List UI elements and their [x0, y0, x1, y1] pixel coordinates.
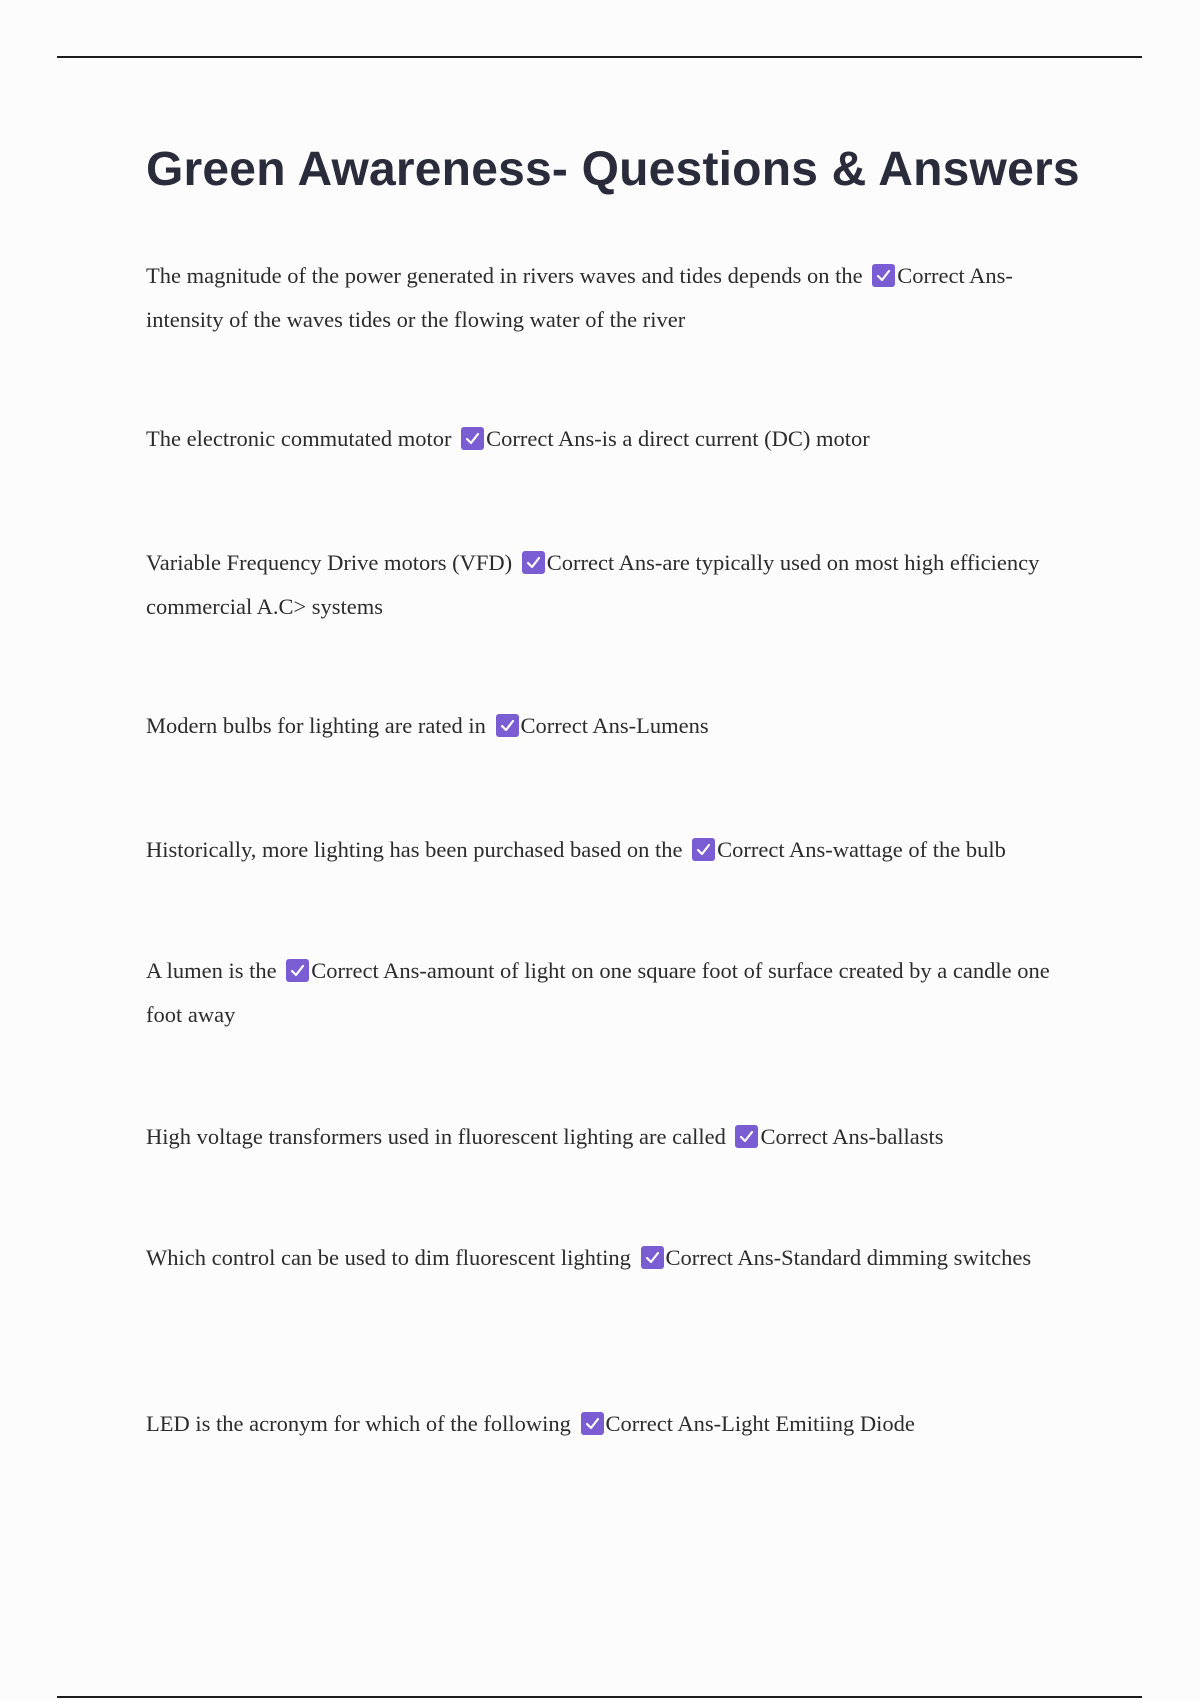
qa-item-6 — [146, 949, 1086, 1037]
answer-text: amount of light on one square foot of surface created by a candle one foot away — [146, 958, 1050, 1027]
question-text: Modern bulbs for lighting are rated in — [146, 713, 486, 738]
checkbox-checked-icon — [641, 1246, 664, 1269]
question-text: A lumen is the — [146, 958, 277, 983]
top-rule — [57, 56, 1142, 58]
answer-text: is a direct current (DC) motor — [601, 426, 870, 451]
answer-prefix: Correct Ans- — [520, 713, 637, 738]
checkbox-checked-icon — [461, 427, 484, 450]
answer-prefix: Correct Ans- — [665, 1245, 782, 1270]
qa-item-3 — [146, 541, 1086, 629]
question-text: Which control can be used to dim fluorescent lighting — [146, 1245, 631, 1270]
checkbox-checked-icon — [522, 551, 545, 574]
checkbox-checked-icon — [735, 1125, 758, 1148]
answer-prefix: Correct Ans- — [717, 837, 833, 862]
qa-item-5 — [146, 828, 1086, 872]
question-text: Variable Frequency Drive motors (VFD) — [146, 550, 513, 575]
question-text: High voltage transformers used in fluorescent lighting are called — [146, 1124, 726, 1149]
qa-item-1 — [146, 254, 1086, 342]
answer-text: Standard dimming switches — [781, 1245, 1032, 1270]
answer-text: wattage of the bulb — [832, 837, 1006, 862]
answer-text: Lumens — [636, 713, 709, 738]
question-text: The electronic commutated motor — [146, 426, 452, 451]
answer-prefix: Correct Ans- — [605, 1411, 722, 1436]
page-title: Green Awareness- Questions & Answers — [146, 143, 1080, 196]
qa-item-4 — [146, 704, 1086, 748]
qa-item-9 — [146, 1402, 1086, 1446]
bottom-rule — [57, 1696, 1142, 1698]
answer-text: ballasts — [876, 1124, 944, 1149]
answer-prefix: Correct Ans- — [311, 958, 427, 983]
question-text: Historically, more lighting has been purchased based on the — [146, 837, 683, 862]
answer-prefix: Correct Ans- — [486, 426, 602, 451]
answer-text: intensity of the waves tides or the flowing water of the river — [146, 307, 686, 332]
qa-item-2 — [146, 417, 1086, 461]
qa-item-7 — [146, 1115, 1086, 1159]
checkbox-checked-icon — [872, 264, 895, 287]
checkbox-checked-icon — [692, 838, 715, 861]
qa-item-8 — [146, 1236, 1086, 1280]
answer-prefix: Correct Ans- — [760, 1124, 877, 1149]
answer-prefix: Correct Ans- — [546, 550, 663, 575]
answer-prefix: Correct Ans- — [897, 263, 1013, 288]
answer-text: Light Emitiing Diode — [721, 1411, 915, 1436]
question-text: The magnitude of the power generated in rivers waves and tides depends on the — [146, 263, 863, 288]
checkbox-checked-icon — [581, 1412, 604, 1435]
answer-text: are typically used on most high efficiency commercial A.C> systems — [146, 550, 1040, 619]
question-text: LED is the acronym for which of the following — [146, 1411, 571, 1436]
checkbox-checked-icon — [496, 714, 519, 737]
checkbox-checked-icon — [286, 959, 309, 982]
